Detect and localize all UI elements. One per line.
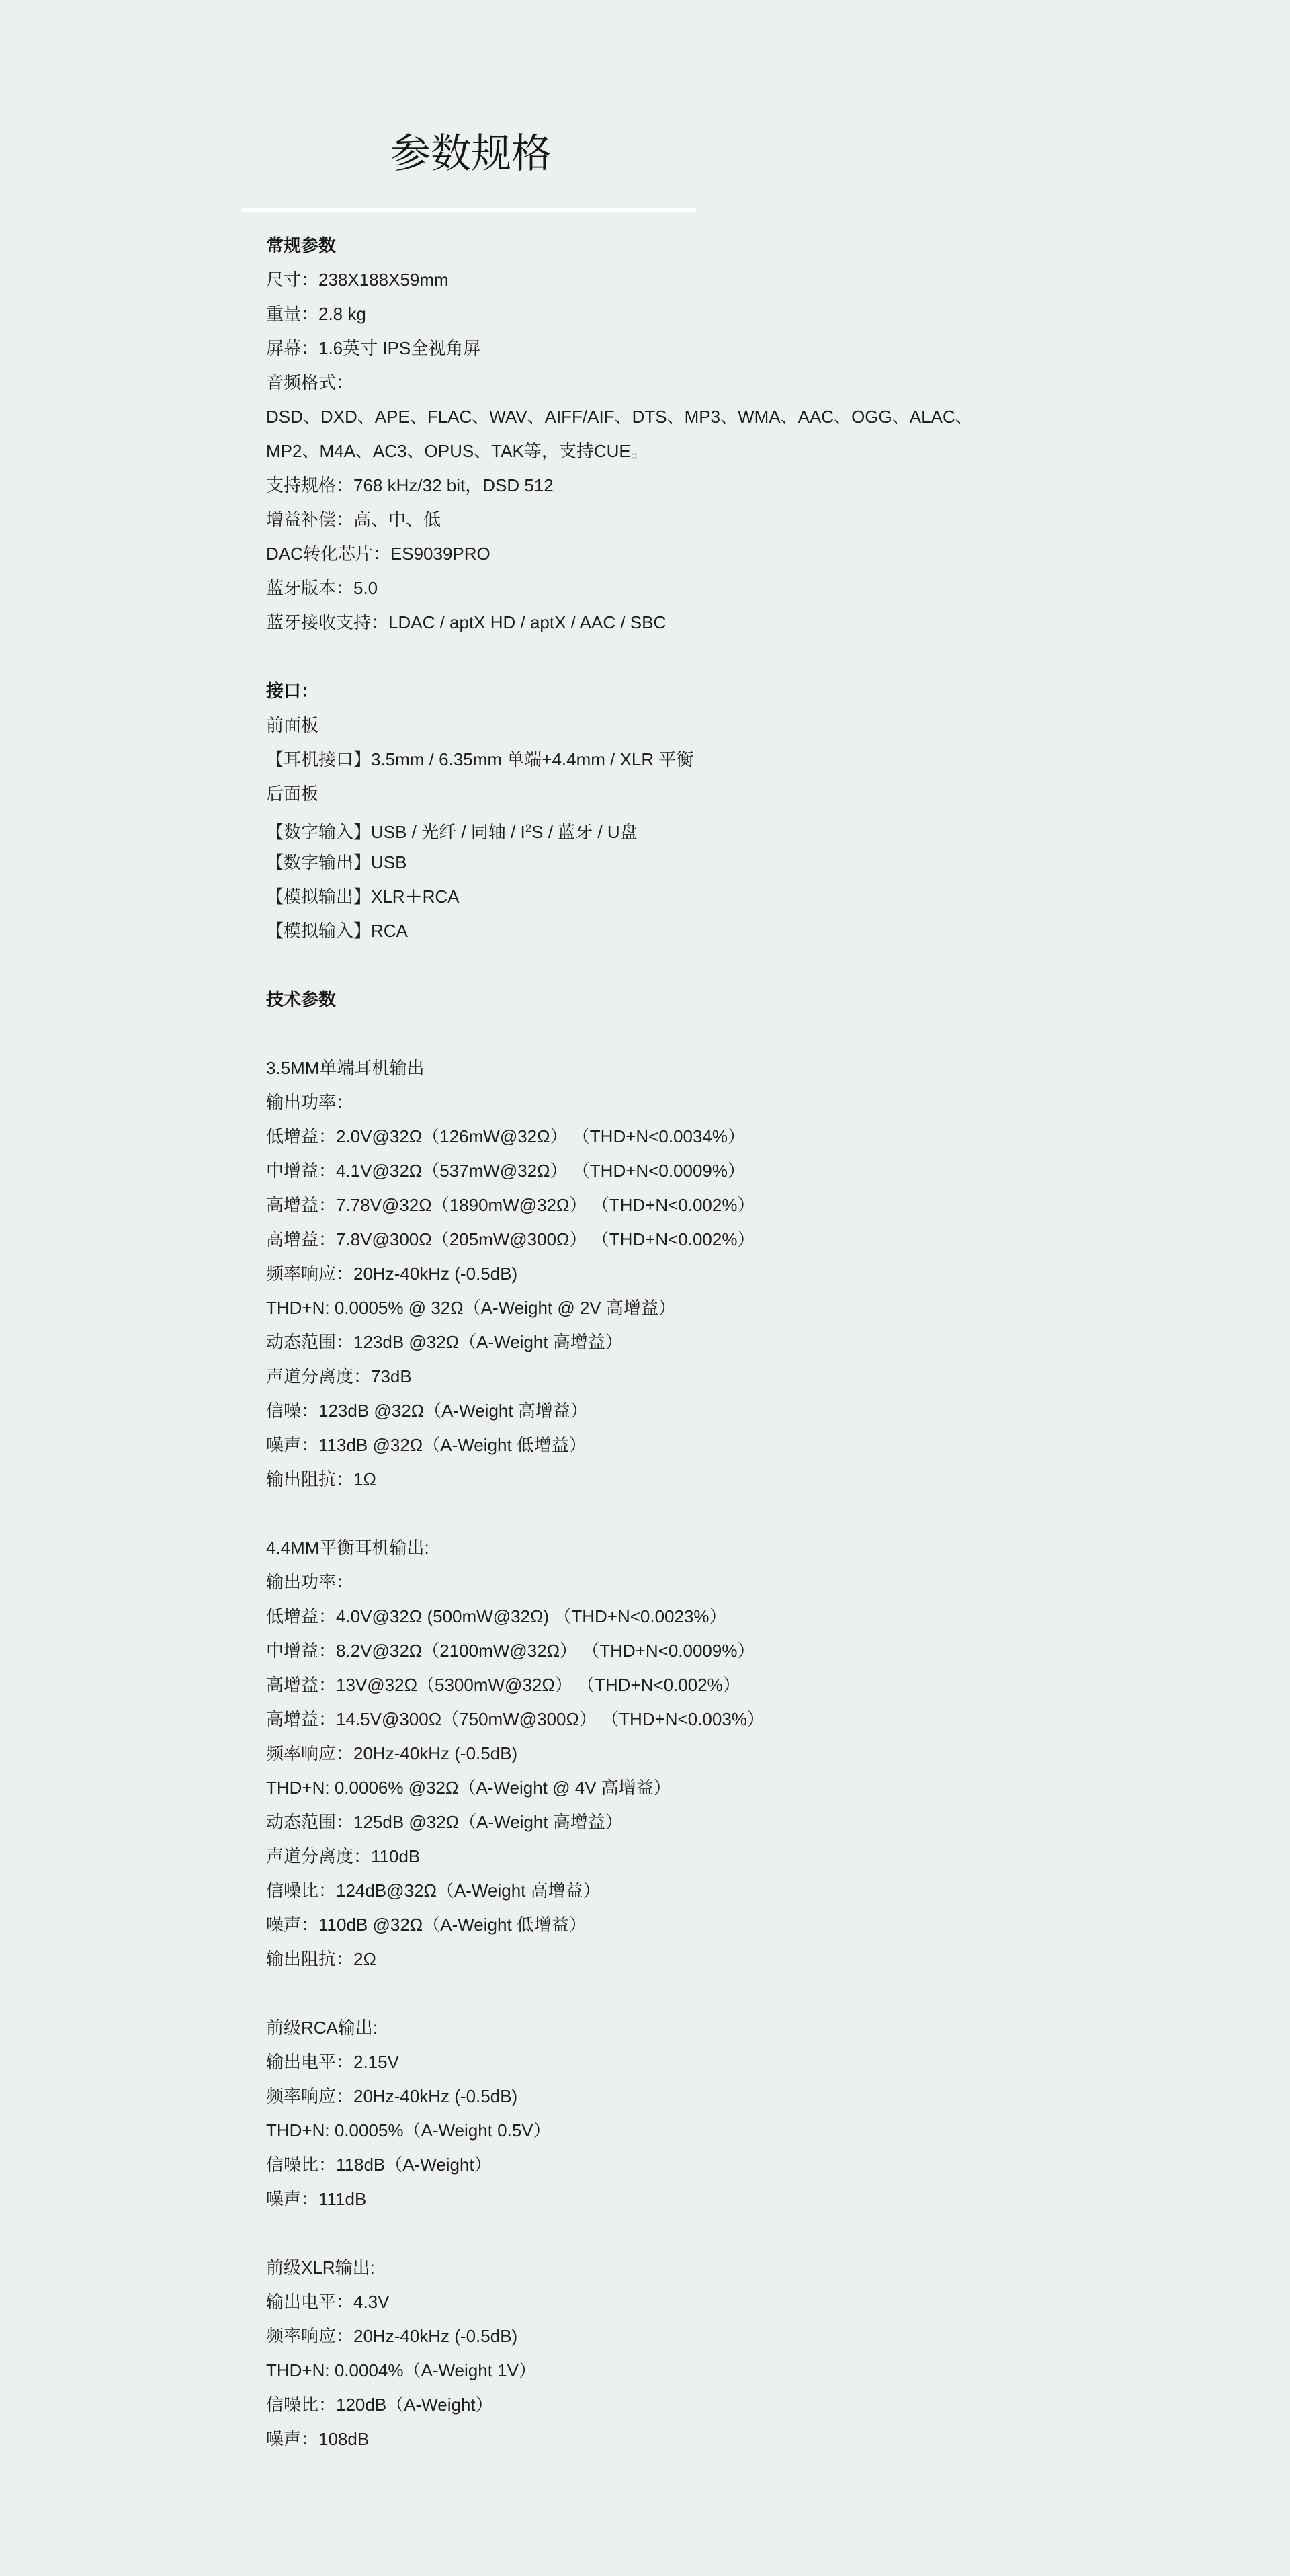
spec-line: 频率响应：20Hz-40kHz (-0.5dB): [266, 1743, 518, 1763]
spec-content: [266, 228, 1072, 2456]
spec-line: 噪声：111dB: [266, 2189, 367, 2209]
spec-line: 输出阻抗：2Ω: [266, 1949, 376, 1969]
spec-line: MP2、M4A、AC3、OPUS、TAK等，支持CUE。: [266, 441, 648, 461]
spec-line: 噪声：108dB: [266, 2429, 370, 2449]
spec-line: 动态范围：125dB @32Ω（A-Weight 高增益）: [266, 1812, 623, 1832]
spec-line: 音频格式：: [266, 372, 354, 392]
spec-line: 前面板: [266, 715, 319, 735]
section-heading-interfaces: 接口：: [266, 681, 319, 701]
spec-line: DAC转化芯片：ES9039PRO: [266, 544, 490, 564]
spec-block-general: [266, 228, 1072, 640]
spec-line: 【耳机接口】3.5mm / 6.35mm 单端+4.4mm / XLR 平衡: [266, 749, 694, 770]
spec-line: THD+N: 0.0005%（A-Weight 0.5V）: [266, 2120, 551, 2141]
spec-block-se-35mm: [266, 1051, 1072, 1497]
spec-block-technical: [266, 983, 1072, 1017]
spec-line: 高增益：7.78V@32Ω（1890mW@32Ω） （THD+N<0.002%）: [266, 1195, 755, 1215]
spec-line: DSD、DXD、APE、FLAC、WAV、AIFF/AIF、DTS、MP3、WMA、AAC、OGG、ALAC、: [266, 407, 973, 427]
spec-line: 蓝牙接收支持：LDAC / aptX HD / aptX / AAC / SBC: [266, 612, 666, 632]
spec-line: 信噪比：120dB（A-Weight）: [266, 2395, 493, 2415]
spec-line: 输出功率：: [266, 1092, 354, 1112]
spec-line: 尺寸：238X188X59mm: [266, 269, 449, 290]
spec-line: THD+N: 0.0006% @32Ω（A-Weight @ 4V 高增益）: [266, 1778, 671, 1798]
spec-line: 蓝牙版本：5.0: [266, 578, 378, 598]
spec-line: 高增益：14.5V@300Ω（750mW@300Ω） （THD+N<0.003%）: [266, 1709, 765, 1729]
spec-line: 声道分离度：73dB: [266, 1366, 412, 1386]
spec-line: 重量：2.8 kg: [266, 304, 366, 324]
spec-line: 噪声：113dB @32Ω（A-Weight 低增益）: [266, 1435, 587, 1455]
spec-line: 噪声：110dB @32Ω（A-Weight 低增益）: [266, 1915, 587, 1935]
spec-line: 动态范围：123dB @32Ω（A-Weight 高增益）: [266, 1332, 623, 1352]
spec-line: 【模拟输出】XLR＋RCA: [266, 886, 460, 907]
spec-line: 前级XLR输出:: [266, 2257, 375, 2278]
title-divider: [242, 208, 696, 212]
spec-line: 频率响应：20Hz-40kHz (-0.5dB): [266, 2086, 518, 2106]
spec-line: 【数字输入】USB / 光纤 / 同轴 / $I^2S$ / 蓝牙 / U盘: [266, 822, 638, 842]
spec-line: 输出阻抗：1Ω: [266, 1469, 376, 1489]
spec-line: 高增益：13V@32Ω（5300mW@32Ω） （THD+N<0.002%）: [266, 1675, 740, 1695]
spec-line: 信噪：123dB @32Ω（A-Weight 高增益）: [266, 1401, 588, 1421]
spec-line: 频率响应：20Hz-40kHz (-0.5dB): [266, 1263, 518, 1284]
spec-line: 增益补偿：高、中、低: [266, 509, 441, 530]
spec-line: 后面板: [266, 784, 319, 804]
spec-line: 输出电平：2.15V: [266, 2052, 399, 2072]
spec-line: 低增益：4.0V@32Ω (500mW@32Ω) （THD+N<0.0023%）: [266, 1606, 727, 1626]
spec-block-bal-44mm: [266, 1531, 1072, 1977]
spec-block-pre-xlr: [266, 2251, 1072, 2456]
spec-line: 中增益：8.2V@32Ω（2100mW@32Ω） （THD+N<0.0009%）: [266, 1640, 755, 1661]
spec-line: 【模拟输入】RCA: [266, 921, 408, 941]
spec-line: 信噪比：118dB（A-Weight）: [266, 2155, 492, 2175]
spec-line: 频率响应：20Hz-40kHz (-0.5dB): [266, 2326, 518, 2346]
spec-line: 低增益：2.0V@32Ω（126mW@32Ω） （THD+N<0.0034%）: [266, 1126, 746, 1147]
spec-line: 支持规格：768 kHz/32 bit，DSD 512: [266, 475, 554, 495]
spec-line: 声道分离度：110dB: [266, 1846, 421, 1866]
spec-line: THD+N: 0.0004%（A-Weight 1V）: [266, 2360, 536, 2380]
spec-line: 屏幕：1.6英寸 IPS全视角屏: [266, 338, 481, 358]
page-title: 参数规格: [390, 131, 552, 177]
spec-block-interfaces: [266, 674, 1072, 948]
spec-line: 3.5MM单端耳机输出: [266, 1058, 425, 1078]
spec-line: 信噪比：124dB@32Ω（A-Weight 高增益）: [266, 1880, 601, 1901]
spec-block-pre-rca: [266, 2011, 1072, 2216]
spec-line: 4.4MM平衡耳机输出:: [266, 1538, 429, 1558]
section-heading-general: 常规参数: [266, 235, 337, 255]
spec-line: THD+N: 0.0005% @ 32Ω（A-Weight @ 2V 高增益）: [266, 1298, 676, 1318]
spec-line: 【数字输出】USB: [266, 852, 407, 872]
spec-line: 输出电平：4.3V: [266, 2292, 390, 2312]
spec-line: 输出功率：: [266, 1572, 354, 1592]
spec-line: 中增益：4.1V@32Ω（537mW@32Ω） （THD+N<0.0009%）: [266, 1161, 746, 1181]
spec-line: 前级RCA输出:: [266, 2018, 378, 2038]
spec-line: 高增益：7.8V@300Ω（205mW@300Ω） （THD+N<0.002%）: [266, 1229, 755, 1249]
section-heading-technical: 技术参数: [266, 989, 337, 1009]
